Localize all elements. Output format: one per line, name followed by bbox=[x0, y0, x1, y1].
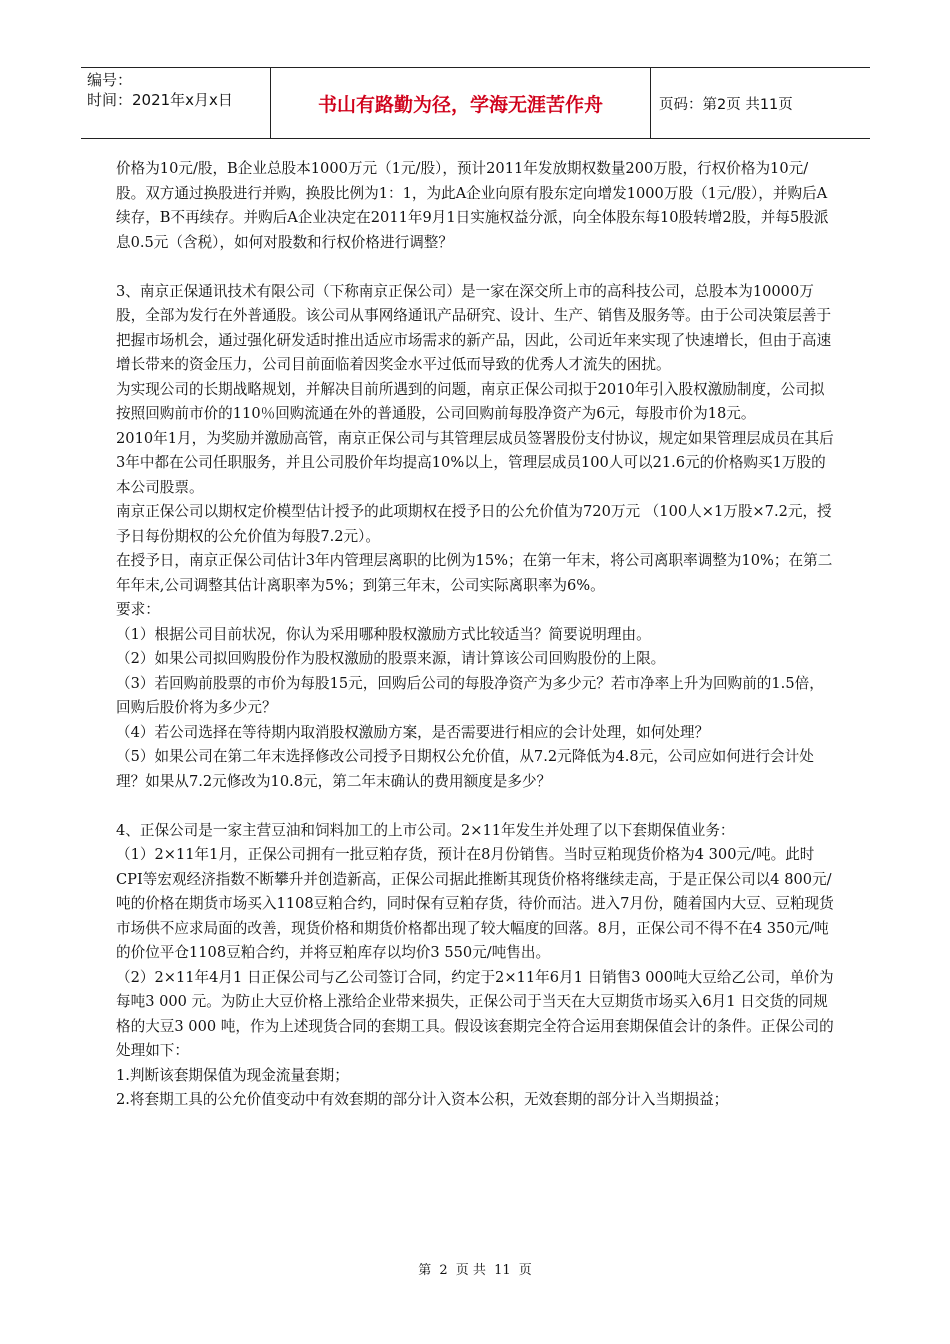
page-footer bbox=[0, 1259, 950, 1278]
footer-suffix: 页 bbox=[518, 1263, 532, 1278]
footer-middle: 页 共 bbox=[455, 1263, 486, 1278]
footer-current-page: 2 bbox=[439, 1263, 448, 1278]
document-body bbox=[116, 157, 836, 1113]
requirement-5: （5）如果公司在第二年末选择修改公司授予日期权公允价值，从7.2元降低为4.8元，公司应如何进行会计处理？如果从7.2元修改为10.8元，第二年末确认的费用额度是多少？ bbox=[116, 748, 814, 790]
question-4-part-2-item-2: 2.将套期工具的公允价值变动中有效套期的部分计入资本公积，无效套期的部分计入当期损益； bbox=[116, 1091, 729, 1108]
question-4-part-1: （1）2×11年1月，正保公司拥有一批豆粕存货，预计在8月份销售。当时豆粕现货价格为4 300元/吨。此时CPI等宏观经济指数不断攀升并创造新高，正保公司据此推断其现货价格将继续走高，于是正保公司以4 800元/吨的价格在期货市场买入1108豆粕合约，同时保有豆粕存货，待价而沽。进入7月份，随着国内大豆、豆粕现货市场供不应求局面的改善，现货价格和期货价格都出现了较大幅度的回落。8月，正保公司不得不在4 350元/吨的价位平仓1108豆粕合约，并将豆粕库存以均价3 550元/吨售出。 bbox=[116, 846, 834, 961]
question-3-intro: 3、南京正保通讯技术有限公司（下称南京正保公司）是一家在深交所上市的高科技公司，总股本为10000万股，全部为发行在外普通股。该公司从事网络通讯产品研究、设计、生产、销售及服务等。由于公司决策层善于把握市场机会，通过强化研发适时推出适应市场需求的新产品，因此，公司近年来实现了快速增长，但由于高速增长带来的资金压力，公司目前面临着因奖金水平过低而导致的优秀人才流失的困扰。 bbox=[116, 282, 832, 373]
question-3-fair-value: 南京正保公司以期权定价模型估计授予的此项期权在授予日的公允价值为720万元 （100人×1万股×7.2元，授予日每份期权的公允价值为每股7.2元）。 bbox=[116, 503, 832, 545]
footer-total-pages: 11 bbox=[494, 1263, 511, 1278]
header-motto: 书山有路勤为径，学海无涯苦作舟 bbox=[271, 68, 651, 138]
requirements-label: 要求： bbox=[116, 601, 160, 618]
question-3-plan: 为实现公司的长期战略规划，并解决目前所遇到的问题，南京正保公司拟于2010年引入股权激励制度，公司拟按照回购前市价的110％回购流通在外的普通股，公司回购前每股净资产为6元，每股市价为18元。 bbox=[116, 380, 825, 422]
question-3-turnover: 在授予日，南京正保公司估计3年内管理层离职的比例为15%；在第一年末，将公司离职率调整为10%；在第二年年末,公司调整其估计离职率为5%；到第三年末，公司实际离职率为6%。 bbox=[116, 552, 833, 594]
paragraph-continuation: 价格为10元/股，B企业总股本1000万元（1元/股），预计2011年发放期权数量200万股，行权价格为10元/股。双方通过换股进行并购，换股比例为1：1，为此A企业向原有股东定向增发1000万股（1元/股），并购后A续存，B不再续存。并购后A企业决定在2011年9月1日实施权益分派，向全体股东每10股转增2股，并每5股派息0.5元（含税），如何对股数和行权价格进行调整？ bbox=[116, 160, 829, 251]
document-date: 时间：2021年x月x日 bbox=[87, 91, 233, 109]
requirement-1: （1）根据公司目前状况，你认为采用哪种股权激励方式比较适当？简要说明理由。 bbox=[116, 625, 651, 643]
footer-prefix: 第 bbox=[418, 1263, 432, 1278]
requirement-2: （2）如果公司拟回购股份作为股权激励的股票来源，请计算该公司回购股份的上限。 bbox=[116, 650, 666, 667]
page-header bbox=[81, 67, 870, 139]
question-3-agreement: 2010年1月，为奖励并激励高管，南京正保公司与其管理层成员签署股份支付协议，规定如果管理层成员在其后3年中都在公司任职服务，并且公司股价年均提高10%以上，管理层成员100人可以21.6元的价格购买1万股的本公司股票。 bbox=[116, 429, 834, 496]
question-4-intro: 4、正保公司是一家主营豆油和饲料加工的上市公司。2×11年发生并处理了以下套期保值业务： bbox=[116, 821, 735, 839]
requirement-4: （4）若公司选择在等待期内取消股权激励方案，是否需要进行相应的会计处理，如何处理？ bbox=[116, 723, 710, 741]
question-4-part-2: （2）2×11年4月1 日正保公司与乙公司签订合同，约定于2×11年6月1 日销售3 000吨大豆给乙公司，单价为每吨3 000 元。为防止大豆价格上涨给企业带来损失，正保公司于当天在大豆期货市场买入6月1 日交货的同规格的大豆3 000 吨，作为上述现货合同的套期工具。假设该套期完全符合运用套期保值会计的条件。正保公司的处理如下： bbox=[116, 968, 834, 1059]
document-number-label: 编号： bbox=[87, 71, 133, 89]
header-meta bbox=[81, 68, 271, 138]
requirement-3: （3）若回购前股票的市价为每股15元，回购后公司的每股净资产为多少元？若市净率上升为回购前的1.5倍，回购后股价将为多少元？ bbox=[116, 674, 824, 716]
question-4-part-2-item-1: 1.判断该套期保值为现金流量套期； bbox=[116, 1066, 349, 1084]
header-page-info: 页码：第2页 共11页 bbox=[659, 96, 793, 113]
